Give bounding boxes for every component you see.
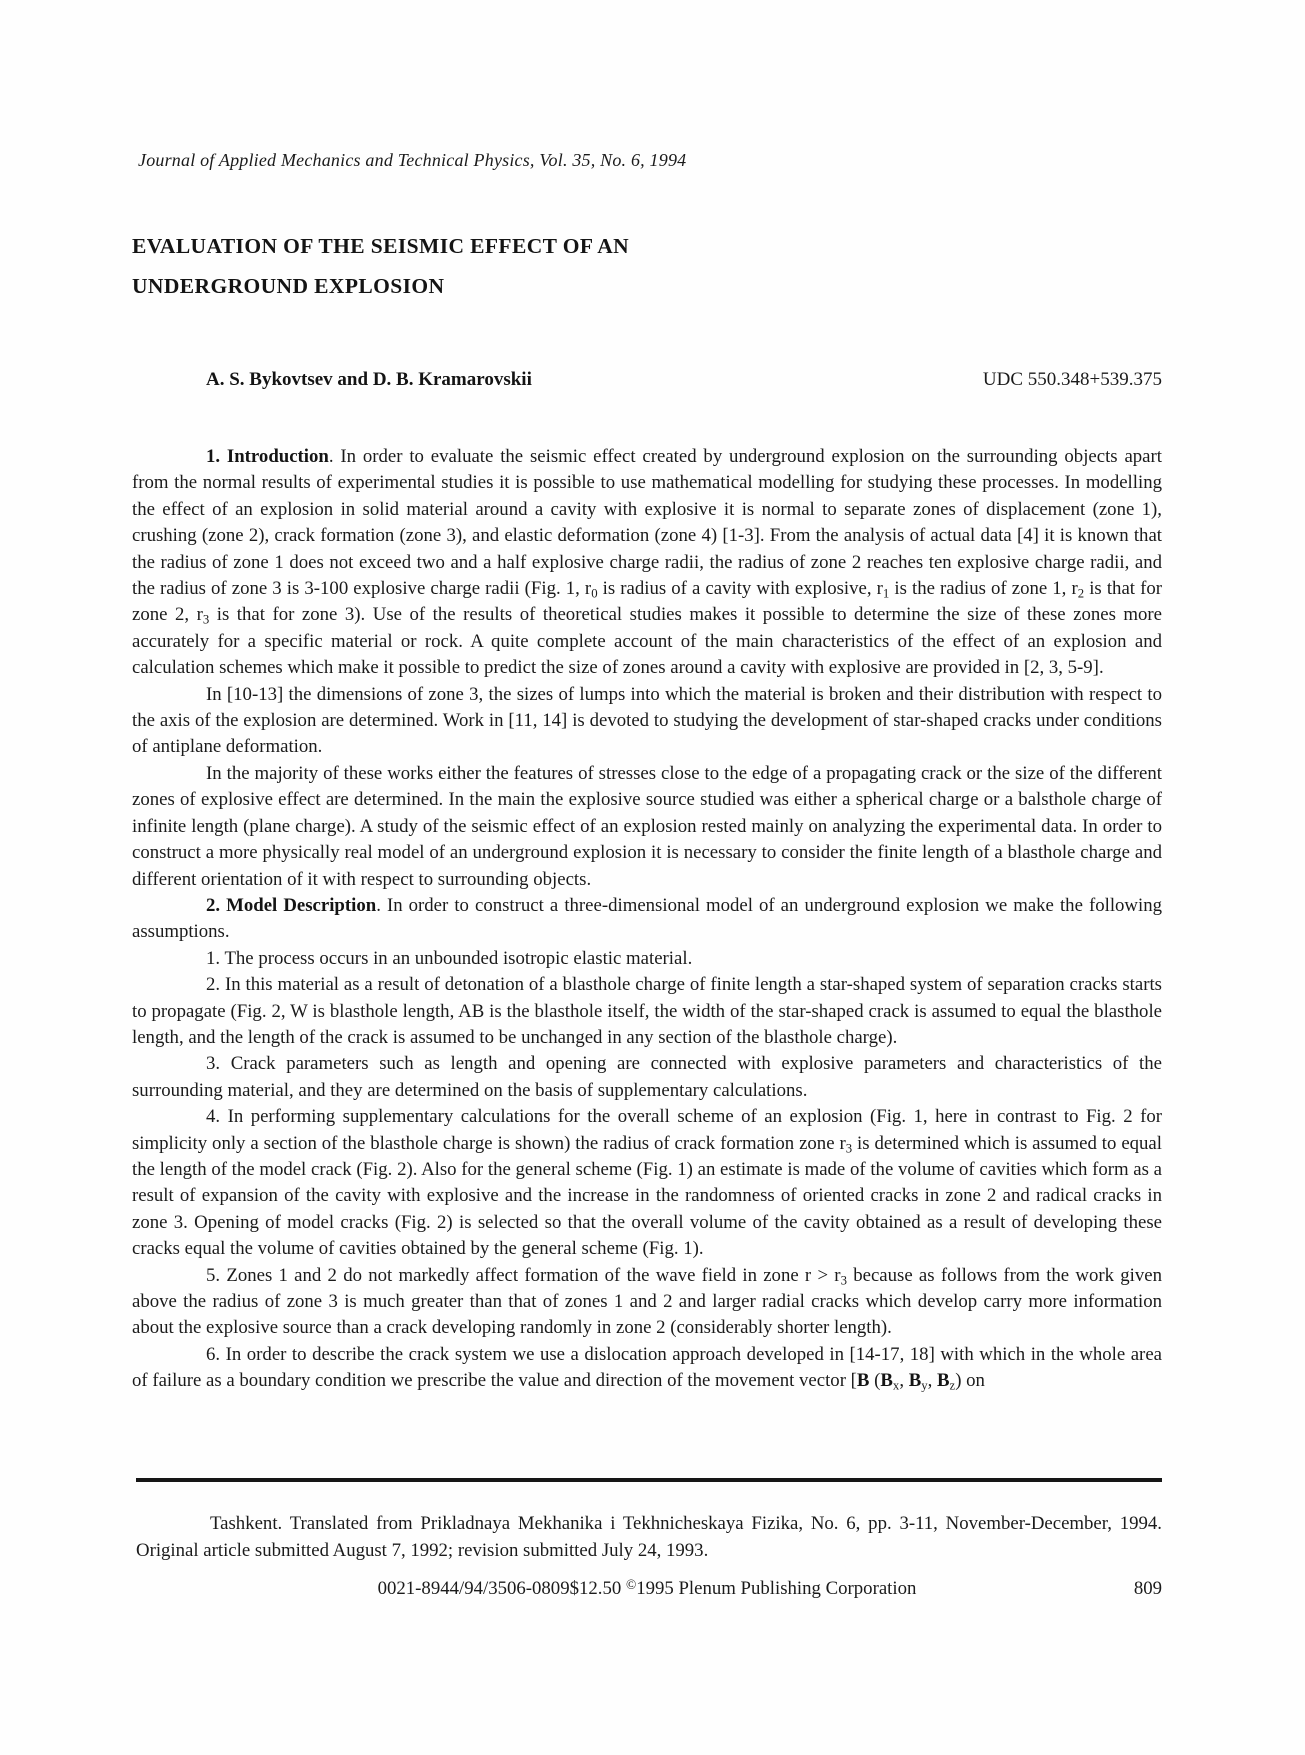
page-number: 809: [1133, 1578, 1162, 1599]
paragraph: In the majority of these works either the features of stresses close to the edge of a propagating crack or the size of the different zones of explosive effect are determined. In the main the explosive source studied was either a spherical charge or a balsthole charge of infinite length (plane charge). A study of the seismic effect of an explosion rested mainly on analyzing the experimental data. In order to construct a more physically real model of an underground explosion it is necessary to consider the finite length of a blasthole charge and different orientation of it with respect to surrounding objects.: [132, 762, 1162, 890]
udc-number: UDC 550.348+539.375: [982, 369, 1162, 390]
page-footer: [132, 1578, 1162, 1600]
paragraph: 2. In this material as a result of detonation of a blasthole charge of finite length a star-shaped system of separation cracks starts to propagate (Fig. 2, W is blasthole length, AB is the blasthole itself, the width of the star-shaped crack is assumed to equal the blasthole length, and the length of the crack is assumed to be unchanged in any section of the blasthole charge).: [132, 974, 1162, 1048]
article-body: [132, 444, 1162, 1395]
paragraph: 1. The process occurs in an unbounded isotropic elastic material.: [206, 947, 693, 969]
paper-title-line-2: UNDERGROUND EXPLOSION: [132, 274, 445, 298]
footnote: Tashkent. Translated from Prikladnaya Mekhanika i Tekhnicheskaya Fizika, No. 6, pp. 3-11, November-December, 1994. Original article submitted August 7, 1992; revision submitted July 24, 1993.: [136, 1512, 1162, 1562]
paragraph: In [10-13] the dimensions of zone 3, the sizes of lumps into which the material is broken and their distribution with respect to the axis of the explosion are determined. Work in [11, 14] is devoted to studying the development of star-shaped cracks under conditions of antiplane deformation.: [132, 683, 1162, 758]
paragraph: 4. In performing supplementary calculations for the overall scheme of an explosion (Fig. 1, here in contrast to Fig. 2 for simplicity only a section of the blasthole charge is shown) the radius of crack formation zone $r_3$ is determined which is assumed to equal the length of the model crack (Fig. 2). Also for the general scheme (Fig. 1) an estimate is made of the volume of cavities which form as a result of expansion of the cavity with explosive and the increase in the randomness of oriented cracks in zone 2 and radical cracks in zone 3. Opening of model cracks (Fig. 2) is selected so that the overall volume of the cavity obtained as a result of developing these cracks equal the volume of cavities obtained by the general scheme (Fig. 1).: [132, 1106, 1162, 1260]
journal-header: Journal of Applied Mechanics and Technical Physics, Vol. 35, No. 6, 1994: [138, 150, 687, 170]
paragraph: 5. Zones 1 and 2 do not markedly affect formation of the wave field in zone $r > r_3$ because as follows from the work given above the radius of zone 3 is much greater than that of zones 1 and 2 and larger radial cracks which develop carry more information about the explosive source than a crack developing randomly in zone 2 (considerably shorter length).: [132, 1264, 1162, 1339]
paragraph: 3. Crack parameters such as length and opening are connected with explosive parameters and characteristics of the surrounding material, and they are determined on the basis of supplementary calculations.: [132, 1053, 1162, 1101]
paragraph: 2. Model Description. In order to construct a three-dimensional model of an underground explosion we make the following assumptions.: [132, 894, 1162, 943]
paragraph: 1. Introduction. In order to evaluate the seismic effect created by underground explosion on the surrounding objects apart from the normal results of experimental studies it is possible to use mathematical modelling for studying these processes. In modelling the effect of an explosion in solid material around a cavity with explosive it is normal to separate zones of displacement (zone 1), crushing (zone 2), crack formation (zone 3), and elastic deformation (zone 4) [1-3]. From the analysis of actual data [4] it is known that the radius of zone 1 does not exceed two and a half explosive charge radii, the radius of zone 2 reaches ten explosive charge radii, and the radius of zone 3 is 3-100 explosive charge radii (Fig. 1, $r_0$ is radius of a cavity with explosive, $r_1$ is the radius of zone 1, $r_2$ is that for zone 2, $r_3$ is that for zone 3). Use of the results of theoretical studies makes it possible to determine the size of these zones more accurately for a specific material or rock. A quite complete account of the main characteristics of the effect of an explosion and calculation schemes which make it possible to predict the size of zones around a cavity with explosive are provided in [2, 3, 5-9].: [132, 446, 1162, 679]
paper-title: [132, 226, 1162, 306]
authors-row: [132, 369, 1162, 391]
paragraph: 6. In order to describe the crack system we use a dislocation approach developed in [14-17, 18] with which in the whole area of failure as a boundary condition we prescribe the value and direction of the movement vector [B ($B_x$, $B_y$, $B_z$) on: [132, 1343, 1162, 1393]
authors: A. S. Bykovtsev and D. B. Kramarovskii: [206, 369, 532, 390]
paper-title-line-1: EVALUATION OF THE SEISMIC EFFECT OF AN: [132, 234, 630, 258]
footnote-rule: [136, 1478, 1162, 1482]
copyright-line: 0021-8944/94/3506-0809$12.50 ©1995 Plenum Publishing Corporation: [377, 1576, 917, 1599]
